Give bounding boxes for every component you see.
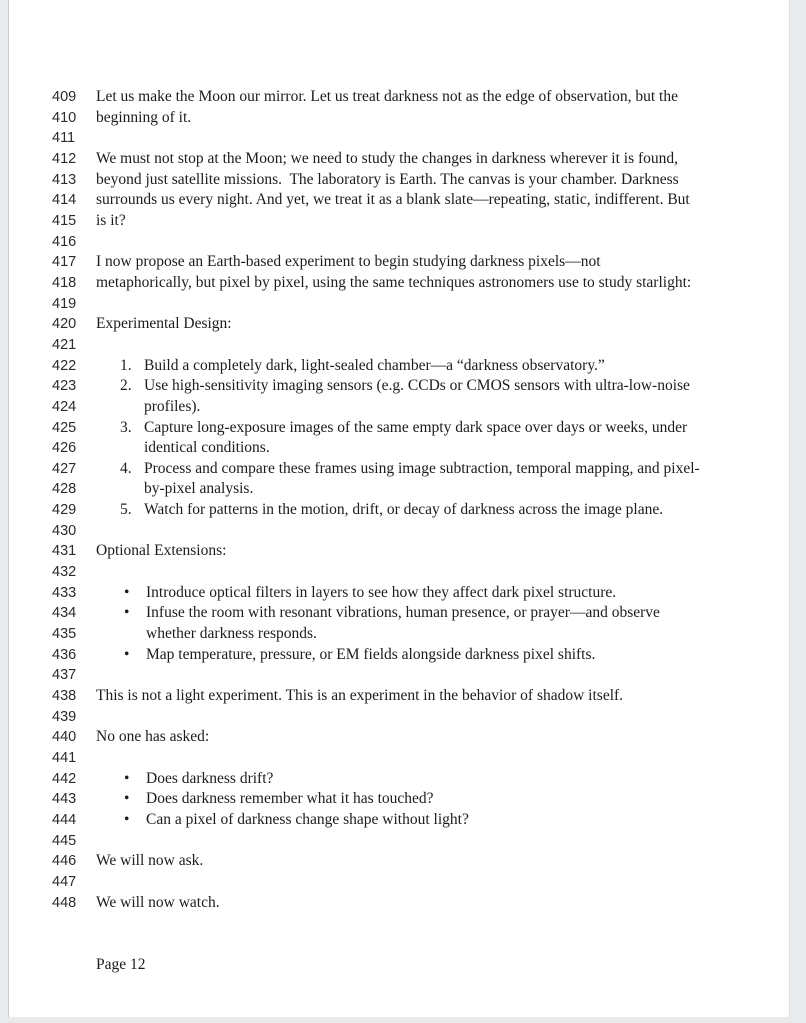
list-marker: •: [124, 769, 130, 787]
document-line: [9, 665, 789, 686]
page-footer: [96, 955, 146, 976]
line-number: 415: [52, 212, 77, 229]
document-line: [9, 397, 789, 418]
line-number: 446: [52, 853, 77, 870]
line-number: 443: [52, 791, 77, 808]
line-text: beginning of it.: [96, 108, 192, 126]
document-line: [9, 232, 789, 253]
document-line: [9, 707, 789, 728]
line-text: Build a completely dark, light-sealed chamber—a “darkness observatory.”: [144, 356, 605, 374]
document-line: [9, 872, 789, 893]
line-number: 427: [52, 460, 77, 477]
list-marker: 1.: [120, 356, 132, 374]
line-number: 416: [52, 233, 77, 250]
document-line: [9, 789, 789, 810]
list-marker: •: [124, 645, 130, 663]
line-text: I now propose an Earth-based experiment to begin studying darkness pixels—not: [96, 253, 601, 271]
document-line: [9, 624, 789, 645]
line-text: Does darkness remember what it has touched?: [146, 790, 434, 808]
line-number: 429: [52, 502, 77, 519]
document-line: [9, 521, 789, 542]
line-number: 434: [52, 605, 77, 622]
line-number: 433: [52, 584, 77, 601]
document-line: [9, 893, 789, 914]
document-line: [9, 748, 789, 769]
line-number: 421: [52, 336, 77, 353]
list-marker: •: [124, 790, 130, 808]
line-text: Let us make the Moon our mirror. Let us treat darkness not as the edge of observation, but the: [96, 88, 678, 105]
line-text: is it?: [96, 211, 126, 229]
document-line: [9, 294, 789, 315]
line-number: 430: [52, 522, 77, 539]
line-text: This is not a light experiment. This is an experiment in the behavior of shadow itself.: [96, 687, 624, 705]
line-text: Experimental Design:: [96, 315, 232, 333]
line-number: 413: [52, 171, 77, 188]
document-line: [9, 500, 789, 521]
line-text: Infuse the room with resonant vibrations, human presence, or prayer—and observe: [146, 604, 660, 622]
document-body: [9, 87, 789, 913]
document-line: [9, 273, 789, 294]
line-text: Optional Extensions:: [96, 542, 227, 560]
document-line: [9, 190, 789, 211]
line-number: 410: [52, 109, 77, 126]
line-text: Capture long-exposure images of the same empty dark space over days or weeks, under: [144, 418, 688, 436]
document-line: [9, 810, 789, 831]
line-number: 448: [52, 894, 77, 911]
line-number: 417: [52, 254, 77, 271]
list-marker: •: [124, 604, 130, 622]
line-number: 444: [52, 811, 77, 828]
line-text: surrounds us every night. And yet, we treat it as a blank slate—repeating, static, indifferent. But: [96, 191, 690, 209]
line-text: Watch for patterns in the motion, drift, or decay of darkness across the image plane.: [144, 501, 664, 519]
document-line: [9, 170, 789, 191]
document-line: [9, 356, 789, 377]
line-text: beyond just satellite missions. The laboratory is Earth. The canvas is your chamber. Darkness: [96, 170, 679, 188]
document-line: [9, 252, 789, 273]
line-text: Use high-sensitivity imaging sensors (e.g. CCDs or CMOS sensors with ultra-low-noise: [144, 377, 690, 395]
line-text: Process and compare these frames using image subtraction, temporal mapping, and pixel-: [144, 459, 700, 477]
line-text: We must not stop at the Moon; we need to study the changes in darkness wherever it is found,: [96, 149, 679, 167]
line-number: 440: [52, 729, 77, 746]
document-line: [9, 541, 789, 562]
list-marker: 2.: [120, 377, 132, 395]
line-text: profiles).: [144, 397, 201, 415]
document-line: [9, 418, 789, 439]
line-number: 426: [52, 440, 77, 457]
line-text: No one has asked:: [96, 728, 210, 746]
line-number: 432: [52, 564, 77, 581]
page-number: Page 12: [96, 956, 146, 973]
line-text: We will now watch.: [96, 893, 220, 911]
document-line: [9, 438, 789, 459]
document-line: [9, 562, 789, 583]
line-number: 438: [52, 688, 77, 705]
line-number: 425: [52, 419, 77, 436]
line-number: 431: [52, 543, 77, 560]
document-line: [9, 583, 789, 604]
line-number: 437: [52, 667, 77, 684]
line-number: 442: [52, 770, 77, 787]
document-line: [9, 376, 789, 397]
document-line: [9, 128, 789, 149]
line-number: 447: [52, 873, 77, 890]
line-number: 436: [52, 646, 77, 663]
line-number: 411: [52, 130, 76, 147]
line-number: 419: [52, 295, 77, 312]
document-line: [9, 603, 789, 624]
document-line: [9, 727, 789, 748]
line-number: 441: [52, 750, 77, 766]
line-number: 439: [52, 708, 77, 725]
list-marker: •: [124, 810, 130, 828]
document-line: [9, 211, 789, 232]
document-line: [9, 769, 789, 790]
list-marker: 3.: [120, 418, 132, 436]
document-line: [9, 851, 789, 872]
line-number: 445: [52, 832, 77, 849]
line-number: 420: [52, 316, 77, 333]
document-line: [9, 149, 789, 170]
line-number: 418: [52, 274, 77, 291]
line-number: 412: [52, 150, 77, 167]
line-number: 428: [52, 481, 77, 498]
document-line: [9, 645, 789, 666]
line-text: by-pixel analysis.: [144, 480, 254, 498]
list-marker: 4.: [120, 459, 132, 477]
document-line: [9, 314, 789, 335]
line-number: 422: [52, 357, 77, 374]
document-line: [9, 335, 789, 356]
list-marker: •: [124, 583, 130, 601]
document-line: [9, 87, 789, 108]
document-line: [9, 108, 789, 129]
line-text: We will now ask.: [96, 852, 204, 870]
document-line: [9, 479, 789, 500]
line-text: Can a pixel of darkness change shape without light?: [146, 810, 469, 828]
line-text: metaphorically, but pixel by pixel, using the same techniques astronomers use to study starlight:: [96, 273, 692, 291]
line-text: identical conditions.: [144, 439, 270, 457]
line-number: 424: [52, 398, 77, 415]
document-line: [9, 831, 789, 852]
line-text: whether darkness responds.: [146, 625, 317, 643]
line-number: 435: [52, 626, 77, 643]
line-number: 414: [52, 192, 77, 209]
list-marker: 5.: [120, 501, 132, 519]
line-number: 423: [52, 378, 77, 395]
line-text: Map temperature, pressure, or EM fields alongside darkness pixel shifts.: [146, 645, 596, 663]
line-text: Introduce optical filters in layers to see how they affect dark pixel structure.: [146, 583, 617, 601]
document-line: [9, 459, 789, 480]
document-line: [9, 686, 789, 707]
document-page: [8, 0, 790, 1017]
line-text: Does darkness drift?: [146, 769, 274, 787]
line-number: 409: [52, 89, 77, 105]
